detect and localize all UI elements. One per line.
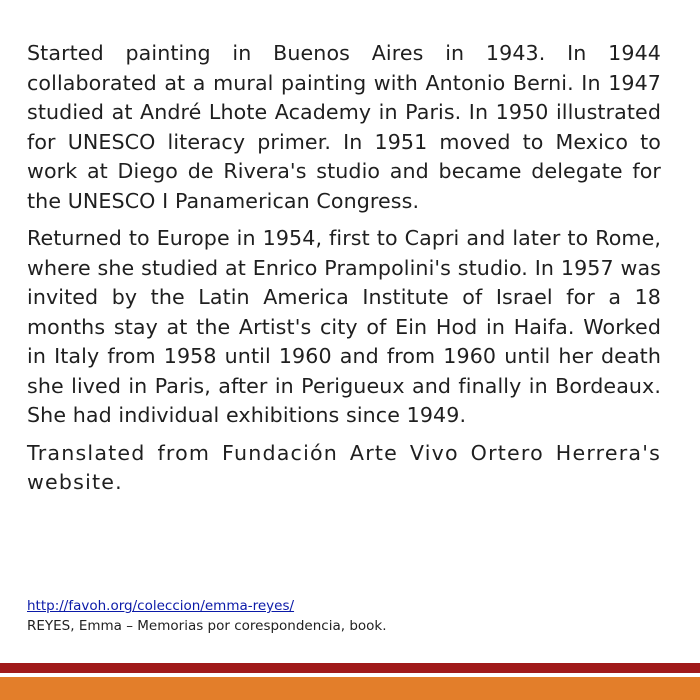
footer-stripe-orange bbox=[0, 677, 700, 700]
footer-stripe-red bbox=[0, 663, 700, 673]
bio-paragraph-2: Returned to Europe in 1954, first to Capri and later to Rome, where she studied at Enrico Prampolini's studio. In 1957 was invited by the Latin America Institute of Israel for a 18 months stay at the Artist's city of Ein Hod in Haifa. Worked in Italy from 1958 until 1960 and from 1960 until her death she lived in Paris, after in Perigueux and finally in Bordeaux. She had individual exhibitions since 1949. bbox=[27, 226, 661, 427]
translation-note: Translated from Fundación Arte Vivo Ortero Herrera's website. bbox=[27, 440, 661, 494]
book-citation: REYES, Emma – Memorias por corespondencia, book. bbox=[27, 618, 387, 634]
source-link[interactable]: http://favoh.org/coleccion/emma-reyes/ bbox=[27, 598, 295, 614]
references bbox=[27, 595, 667, 636]
biography-text bbox=[27, 39, 661, 498]
bio-paragraph-1: Started painting in Buenos Aires in 1943. In 1944 collaborated at a mural painting with Antonio Berni. In 1947 studied at André Lhote Academy in Paris. In 1950 illustrated for UNESCO literacy primer. In 1951 moved to Mexico to work at Diego de Rivera's studio and became delegate for the UNESCO I Panamerican Congress. bbox=[27, 41, 661, 213]
